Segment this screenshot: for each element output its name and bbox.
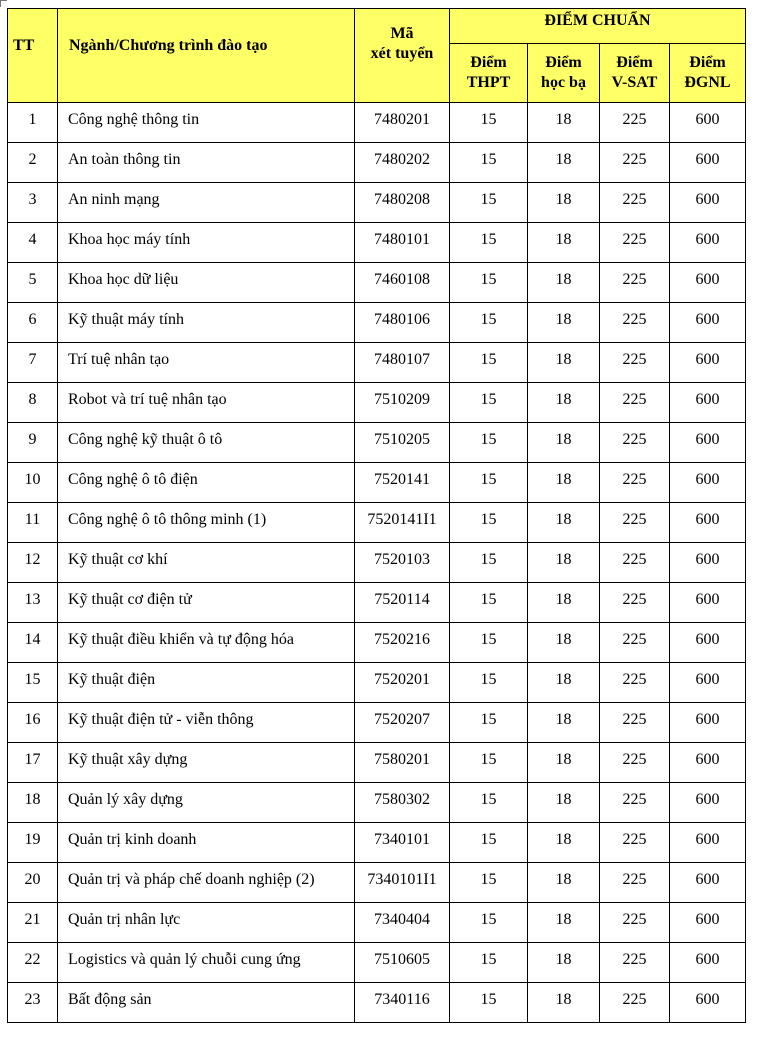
- cell-score-thpt: 15: [450, 423, 528, 463]
- cell-admission-code: 7580201: [355, 743, 450, 783]
- cell-score-hocba: 18: [528, 903, 600, 943]
- table-row: [8, 543, 746, 583]
- cell-program-name: Công nghệ thông tin: [58, 103, 355, 143]
- cell-tt: 4: [8, 223, 58, 263]
- cell-score-thpt: 15: [450, 943, 528, 983]
- table-row: [8, 143, 746, 183]
- cell-score-dgnl: 600: [670, 423, 746, 463]
- cell-score-dgnl: 600: [670, 263, 746, 303]
- cell-score-thpt: 15: [450, 183, 528, 223]
- table-row: [8, 663, 746, 703]
- cell-tt: 21: [8, 903, 58, 943]
- cell-tt: 2: [8, 143, 58, 183]
- cell-tt: 7: [8, 343, 58, 383]
- header-code-line1: Mã: [390, 25, 414, 42]
- cell-tt: 10: [8, 463, 58, 503]
- cell-score-dgnl: 600: [670, 623, 746, 663]
- cell-score-hocba: 18: [528, 463, 600, 503]
- cell-score-vsat: 225: [600, 463, 670, 503]
- cell-admission-code: 7480101: [355, 223, 450, 263]
- cell-score-dgnl: 600: [670, 143, 746, 183]
- header-vsat-line2: V-SAT: [611, 74, 658, 91]
- cell-score-dgnl: 600: [670, 943, 746, 983]
- cell-score-hocba: 18: [528, 263, 600, 303]
- cell-admission-code: 7340404: [355, 903, 450, 943]
- header-thpt: [450, 44, 528, 103]
- cell-score-thpt: 15: [450, 503, 528, 543]
- cell-score-hocba: 18: [528, 503, 600, 543]
- cell-admission-code: 7510605: [355, 943, 450, 983]
- header-thpt-line1: Điểm: [470, 54, 507, 71]
- cell-score-thpt: 15: [450, 343, 528, 383]
- cell-program-name: Kỹ thuật cơ khí: [58, 543, 355, 583]
- table-row: [8, 903, 746, 943]
- cell-score-vsat: 225: [600, 383, 670, 423]
- cell-score-vsat: 225: [600, 943, 670, 983]
- cell-score-thpt: 15: [450, 623, 528, 663]
- cell-score-vsat: 225: [600, 223, 670, 263]
- cell-score-thpt: 15: [450, 703, 528, 743]
- header-dgnl-line1: Điểm: [689, 54, 726, 71]
- cell-score-hocba: 18: [528, 863, 600, 903]
- cell-admission-code: 7520207: [355, 703, 450, 743]
- table-row: [8, 623, 746, 663]
- header-vsat: [600, 44, 670, 103]
- cell-score-thpt: 15: [450, 543, 528, 583]
- cell-admission-code: 7510205: [355, 423, 450, 463]
- cell-tt: 20: [8, 863, 58, 903]
- cell-score-vsat: 225: [600, 503, 670, 543]
- cell-program-name: Kỹ thuật cơ điện tử: [58, 583, 355, 623]
- cell-score-hocba: 18: [528, 383, 600, 423]
- table-row: [8, 943, 746, 983]
- cell-score-hocba: 18: [528, 343, 600, 383]
- cell-score-dgnl: 600: [670, 583, 746, 623]
- cell-score-hocba: 18: [528, 983, 600, 1023]
- cell-admission-code: 7520103: [355, 543, 450, 583]
- cell-admission-code: 7520216: [355, 623, 450, 663]
- cell-score-hocba: 18: [528, 303, 600, 343]
- cell-score-thpt: 15: [450, 223, 528, 263]
- cell-tt: 6: [8, 303, 58, 343]
- cell-program-name: An toàn thông tin: [58, 143, 355, 183]
- cell-admission-code: 7480106: [355, 303, 450, 343]
- cell-tt: 22: [8, 943, 58, 983]
- cell-program-name: Kỹ thuật điện: [58, 663, 355, 703]
- cell-score-vsat: 225: [600, 183, 670, 223]
- cell-score-vsat: 225: [600, 423, 670, 463]
- cell-score-vsat: 225: [600, 103, 670, 143]
- header-score-group: ĐIỂM CHUẨN: [450, 9, 746, 44]
- cell-score-thpt: 15: [450, 823, 528, 863]
- header-dgnl-line2: ĐGNL: [684, 74, 731, 91]
- cell-program-name: Công nghệ kỹ thuật ô tô: [58, 423, 355, 463]
- cell-score-thpt: 15: [450, 263, 528, 303]
- cell-score-hocba: 18: [528, 663, 600, 703]
- header-hocba-line2: học bạ: [541, 74, 586, 91]
- cell-score-dgnl: 600: [670, 543, 746, 583]
- cell-program-name: Kỹ thuật xây dựng: [58, 743, 355, 783]
- cell-tt: 19: [8, 823, 58, 863]
- table-row: [8, 183, 746, 223]
- cell-admission-code: 7520141I1: [355, 503, 450, 543]
- cell-tt: 13: [8, 583, 58, 623]
- cell-score-thpt: 15: [450, 783, 528, 823]
- cell-tt: 17: [8, 743, 58, 783]
- cell-score-dgnl: 600: [670, 663, 746, 703]
- header-dgnl: [670, 44, 746, 103]
- cell-score-vsat: 225: [600, 583, 670, 623]
- cell-program-name: Trí tuệ nhân tạo: [58, 343, 355, 383]
- cell-admission-code: 7580302: [355, 783, 450, 823]
- cell-score-dgnl: 600: [670, 823, 746, 863]
- cell-program-name: Bất động sản: [58, 983, 355, 1023]
- cell-score-thpt: 15: [450, 863, 528, 903]
- cell-program-name: Kỹ thuật điều khiển và tự động hóa: [58, 623, 355, 663]
- cell-program-name: Công nghệ ô tô điện: [58, 463, 355, 503]
- cell-admission-code: 7460108: [355, 263, 450, 303]
- cell-score-dgnl: 600: [670, 223, 746, 263]
- header-program: Ngành/Chương trình đào tạo: [58, 9, 355, 103]
- header-code-line2: xét tuyển: [370, 45, 434, 62]
- header-hocba-line1: Điểm: [545, 54, 582, 71]
- table-header: [8, 9, 746, 103]
- cell-tt: 8: [8, 383, 58, 423]
- header-tt: TT: [8, 9, 58, 103]
- cell-score-vsat: 225: [600, 743, 670, 783]
- cell-score-vsat: 225: [600, 143, 670, 183]
- cell-score-hocba: 18: [528, 103, 600, 143]
- cell-tt: 1: [8, 103, 58, 143]
- cell-score-thpt: 15: [450, 663, 528, 703]
- cell-score-vsat: 225: [600, 303, 670, 343]
- table-row: [8, 383, 746, 423]
- header-hocba: [528, 44, 600, 103]
- table-row: [8, 743, 746, 783]
- table-row: [8, 583, 746, 623]
- cell-score-vsat: 225: [600, 623, 670, 663]
- table-body: [8, 103, 746, 1023]
- cell-score-hocba: 18: [528, 583, 600, 623]
- cell-admission-code: 7520201: [355, 663, 450, 703]
- cell-score-hocba: 18: [528, 543, 600, 583]
- cell-score-dgnl: 600: [670, 383, 746, 423]
- cell-tt: 9: [8, 423, 58, 463]
- cell-score-hocba: 18: [528, 943, 600, 983]
- cell-tt: 11: [8, 503, 58, 543]
- cell-admission-code: 7340101: [355, 823, 450, 863]
- cell-program-name: Quản trị nhân lực: [58, 903, 355, 943]
- cell-tt: 15: [8, 663, 58, 703]
- cell-score-vsat: 225: [600, 863, 670, 903]
- cell-score-thpt: 15: [450, 743, 528, 783]
- cell-program-name: Robot và trí tuệ nhân tạo: [58, 383, 355, 423]
- cell-score-vsat: 225: [600, 783, 670, 823]
- cell-score-dgnl: 600: [670, 903, 746, 943]
- cell-score-hocba: 18: [528, 743, 600, 783]
- cell-score-vsat: 225: [600, 903, 670, 943]
- cell-program-name: Công nghệ ô tô thông minh (1): [58, 503, 355, 543]
- table-row: [8, 303, 746, 343]
- cell-program-name: Khoa học dữ liệu: [58, 263, 355, 303]
- cell-tt: 18: [8, 783, 58, 823]
- table-row: [8, 823, 746, 863]
- cell-admission-code: 7480107: [355, 343, 450, 383]
- cell-score-thpt: 15: [450, 383, 528, 423]
- cell-score-thpt: 15: [450, 143, 528, 183]
- cell-program-name: Quản trị kinh doanh: [58, 823, 355, 863]
- cell-score-dgnl: 600: [670, 703, 746, 743]
- cell-score-hocba: 18: [528, 183, 600, 223]
- cell-score-hocba: 18: [528, 223, 600, 263]
- table-row: [8, 703, 746, 743]
- cell-tt: 14: [8, 623, 58, 663]
- cell-tt: 23: [8, 983, 58, 1023]
- cell-score-vsat: 225: [600, 663, 670, 703]
- cell-score-dgnl: 600: [670, 303, 746, 343]
- cell-admission-code: 7520141: [355, 463, 450, 503]
- cell-score-dgnl: 600: [670, 183, 746, 223]
- cell-score-vsat: 225: [600, 983, 670, 1023]
- cell-score-dgnl: 600: [670, 463, 746, 503]
- cell-admission-code: 7480201: [355, 103, 450, 143]
- cell-score-dgnl: 600: [670, 343, 746, 383]
- cell-score-dgnl: 600: [670, 743, 746, 783]
- table-row: [8, 223, 746, 263]
- table-row: [8, 423, 746, 463]
- table-row: [8, 343, 746, 383]
- cell-score-hocba: 18: [528, 623, 600, 663]
- cell-score-thpt: 15: [450, 303, 528, 343]
- cell-score-thpt: 15: [450, 103, 528, 143]
- table-row: [8, 983, 746, 1023]
- cell-tt: 3: [8, 183, 58, 223]
- cell-admission-code: 7340116: [355, 983, 450, 1023]
- cell-score-dgnl: 600: [670, 983, 746, 1023]
- cell-score-dgnl: 600: [670, 783, 746, 823]
- admission-score-table: [7, 8, 746, 1023]
- document-corner-mark: [0, 0, 7, 7]
- cell-score-hocba: 18: [528, 423, 600, 463]
- cell-program-name: Quản trị và pháp chế doanh nghiệp (2): [58, 863, 355, 903]
- cell-score-hocba: 18: [528, 783, 600, 823]
- document-page: [7, 8, 746, 1023]
- cell-score-vsat: 225: [600, 343, 670, 383]
- cell-tt: 16: [8, 703, 58, 743]
- cell-score-dgnl: 600: [670, 103, 746, 143]
- cell-program-name: Kỹ thuật điện tử - viễn thông: [58, 703, 355, 743]
- header-code: [355, 9, 450, 103]
- table-row: [8, 463, 746, 503]
- cell-tt: 12: [8, 543, 58, 583]
- cell-score-dgnl: 600: [670, 863, 746, 903]
- header-vsat-line1: Điểm: [616, 54, 653, 71]
- cell-score-thpt: 15: [450, 463, 528, 503]
- cell-admission-code: 7510209: [355, 383, 450, 423]
- table-row: [8, 103, 746, 143]
- cell-program-name: Logistics và quản lý chuỗi cung ứng: [58, 943, 355, 983]
- cell-score-thpt: 15: [450, 983, 528, 1023]
- cell-program-name: Kỹ thuật máy tính: [58, 303, 355, 343]
- cell-admission-code: 7480208: [355, 183, 450, 223]
- cell-score-vsat: 225: [600, 823, 670, 863]
- cell-admission-code: 7480202: [355, 143, 450, 183]
- cell-program-name: Quản lý xây dựng: [58, 783, 355, 823]
- cell-score-vsat: 225: [600, 543, 670, 583]
- cell-program-name: An ninh mạng: [58, 183, 355, 223]
- cell-score-hocba: 18: [528, 823, 600, 863]
- cell-score-thpt: 15: [450, 903, 528, 943]
- cell-admission-code: 7520114: [355, 583, 450, 623]
- table-row: [8, 783, 746, 823]
- cell-admission-code: 7340101I1: [355, 863, 450, 903]
- cell-score-hocba: 18: [528, 703, 600, 743]
- cell-score-dgnl: 600: [670, 503, 746, 543]
- cell-score-vsat: 225: [600, 263, 670, 303]
- table-row: [8, 863, 746, 903]
- header-thpt-line2: THPT: [466, 74, 511, 91]
- cell-score-thpt: 15: [450, 583, 528, 623]
- cell-score-vsat: 225: [600, 703, 670, 743]
- table-row: [8, 263, 746, 303]
- cell-score-hocba: 18: [528, 143, 600, 183]
- cell-tt: 5: [8, 263, 58, 303]
- table-row: [8, 503, 746, 543]
- cell-program-name: Khoa học máy tính: [58, 223, 355, 263]
